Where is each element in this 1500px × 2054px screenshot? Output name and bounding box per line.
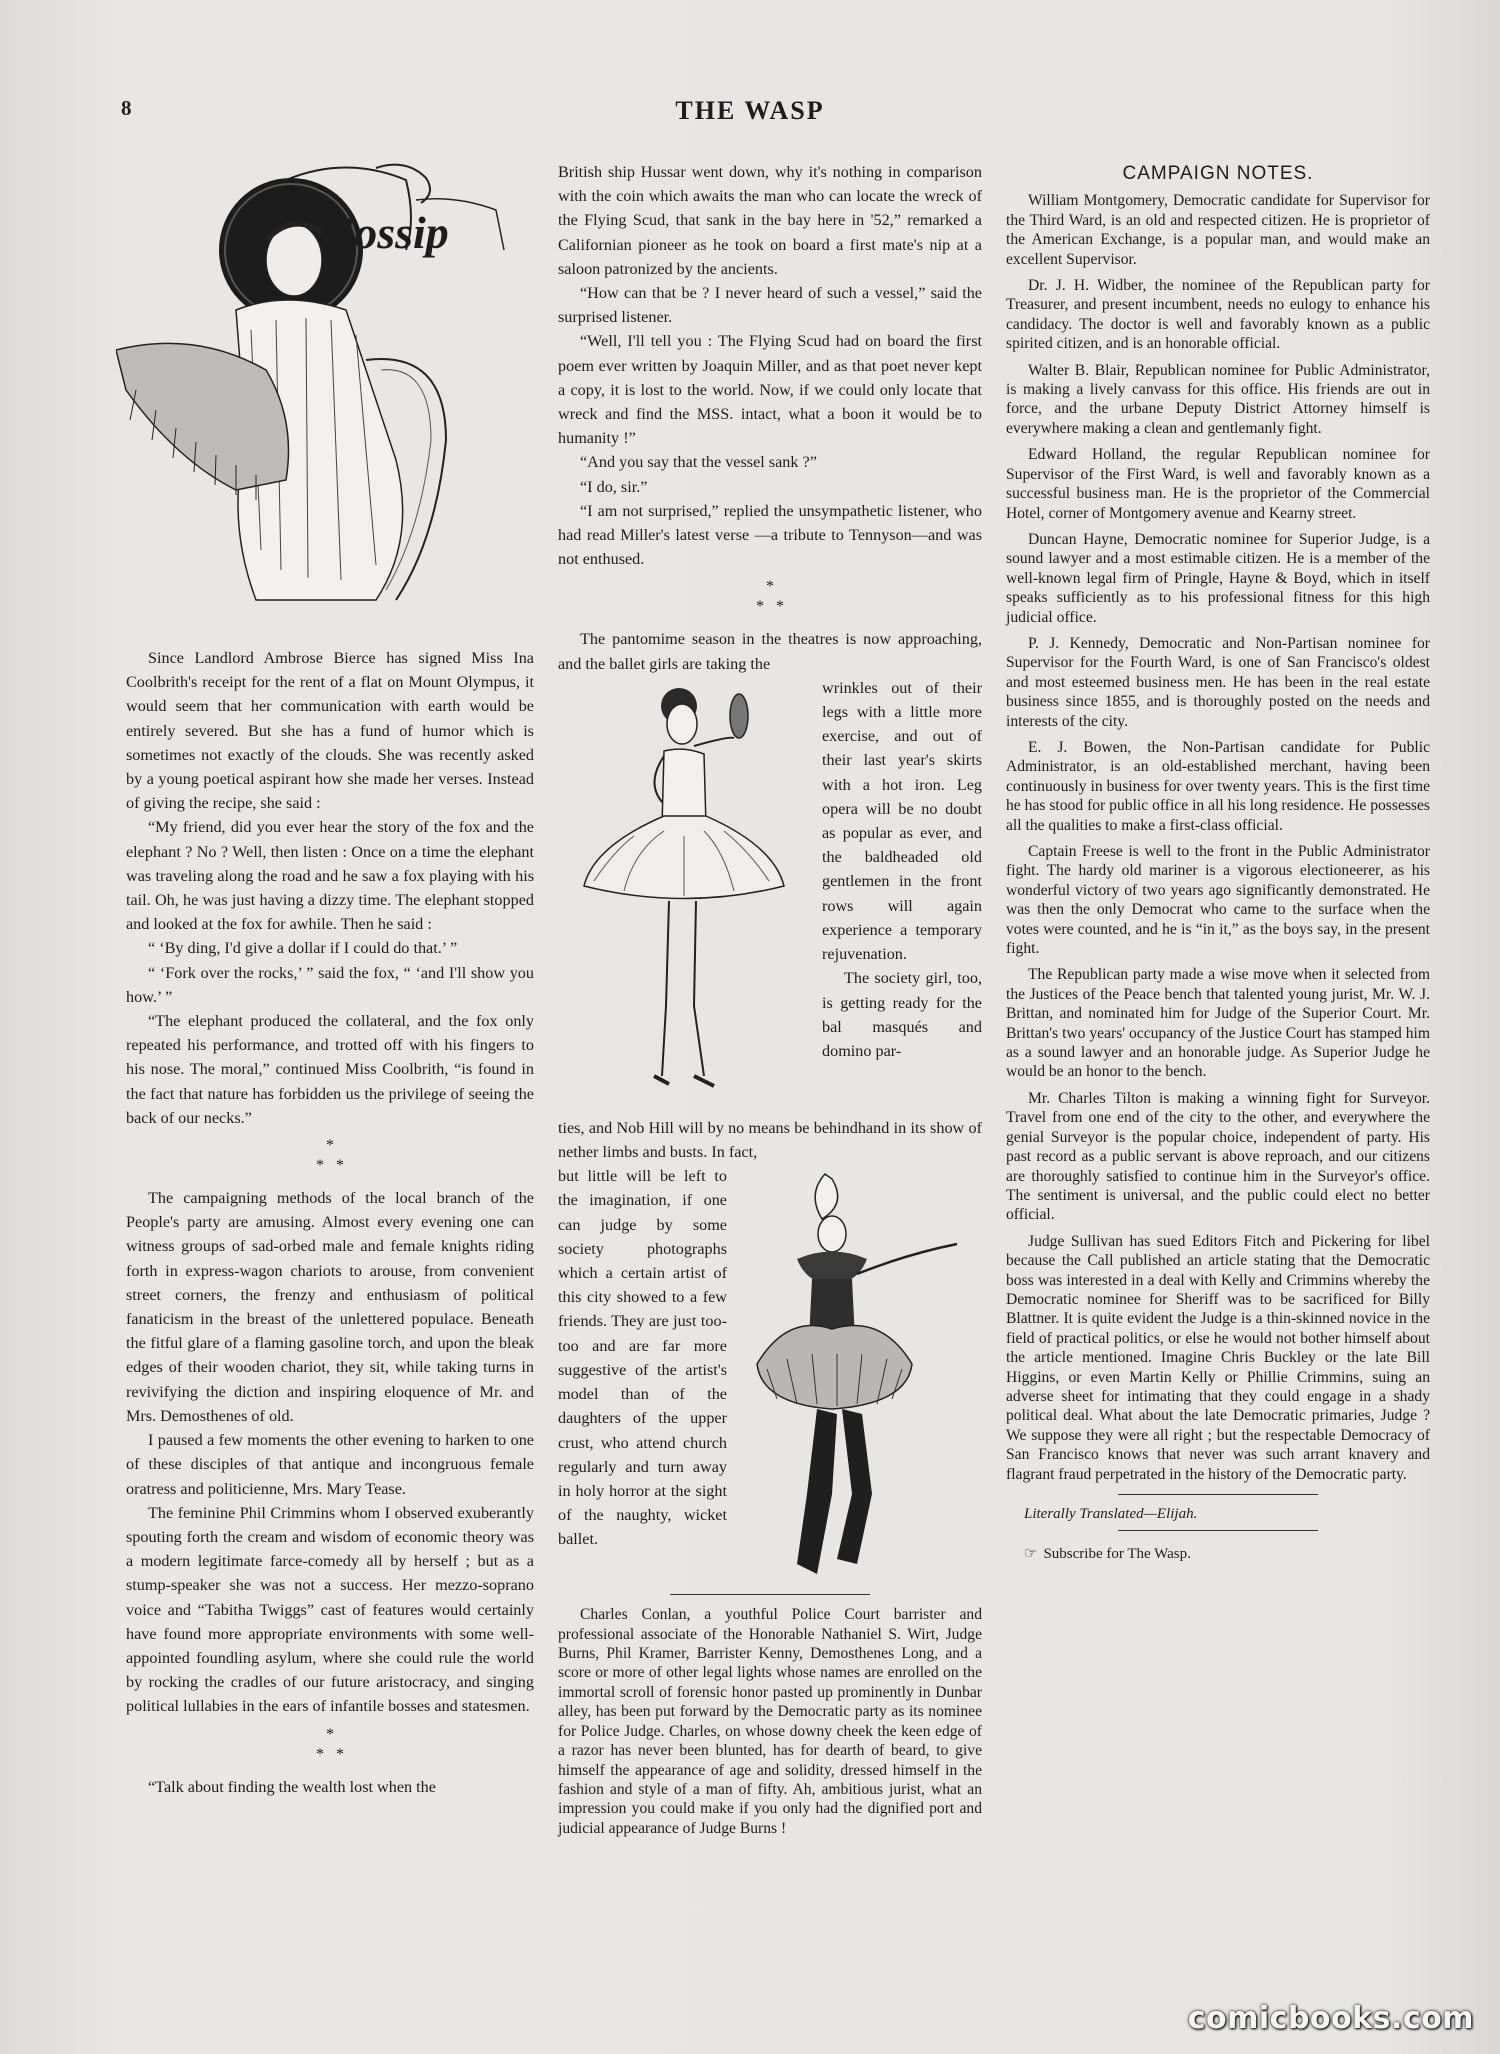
campaign-paragraph: Mr. Charles Tilton is making a winning fight for Surveyor. Travel from one end of the city to the other, and everywhere the genial Surveyor is the popular choice, independent of party. His past record as a public servant is above reproach, and our citizens are thoroughly satisfied to continue him in the Surveyor's office. The sentiment is universal, and the public could elect no better official. bbox=[1006, 1089, 1430, 1224]
imagination-narrow-text: but little will be left to the imagination, if one can judge by some society photographs which a certain artist of this city showed to a few friends. They are just too-too and are far more suggestive of the artist's model than of the daughters of the upper crust, who attend church regularly and turn away in holy horror at the sight of the naughty, wicket ballet. bbox=[558, 1167, 727, 1549]
gossip-paragraph: “The elephant produced the collateral, and the fox only repeated his performance, and trotted off with his fingers to his nose. The moral,” continued Miss Coolbrith, “is found in the fact that nature has forbidden us the privilege of seeing the back of our necks.” bbox=[126, 1012, 534, 1127]
pointing-hand-icon: ☞ bbox=[1024, 1546, 1038, 1563]
section-divider-rule bbox=[1118, 1530, 1318, 1531]
campaign-paragraph: E. J. Bowen, the Non-Partisan candidate for Public Administrator, is an old-established merchant, having been continuously in business for over twenty years. This is the first time he has stood for public office in all his long residence. He possesses all the qualities to make a first-class official. bbox=[1006, 738, 1430, 834]
ballet-narrow-text: wrinkles out of their legs with a little more exercise, and out of their last year's skirts with a hot iron. Leg opera will be no doubt as popular as ever, and the baldheaded old gentlemen in the front rows will again experience a temporary rejuvenation. bbox=[822, 678, 982, 964]
page-header bbox=[0, 96, 1500, 136]
gossip-woman-drawing bbox=[116, 160, 536, 630]
peoples-party-paragraphs bbox=[126, 1186, 534, 1718]
campaign-paragraph: P. J. Kennedy, Democratic and Non-Partisan nominee for Supervisor for the Fourth Ward, is one of San Francisco's oldest and most esteemed business men. He has been in the real estate business since 1855, and is thoroughly posted on the needs and interests of the city. bbox=[1006, 634, 1430, 730]
campaign-paragraph: Walter B. Blair, Republican nominee for Public Administrator, is making a lively canvass for this office. His friends are out in force, and the urbane Deputy District Attorney himself is everywhere making a clean and gentlemanly fight. bbox=[1006, 361, 1430, 437]
section-divider-rule bbox=[670, 1594, 870, 1595]
ballet-intro: The pantomime season in the theatres is now approaching, and the ballet girls are taking the bbox=[558, 630, 982, 673]
watermark: comicbooks.com bbox=[1187, 2001, 1474, 2036]
middle-paragraph: “How can that be ? I never heard of such a vessel,” said the surprised listener. bbox=[558, 284, 982, 327]
gossip-paragraph: “ ‘By ding, I'd give a dollar if I could do that.’ ” bbox=[148, 939, 458, 958]
society-section bbox=[558, 1164, 982, 1584]
middle-paragraph: “Well, I'll tell you : The Flying Scud had on board the first poem ever written by Joaquin Miller, and as that poet never kept a copy, it is lost to the world. Now, if we could only locate that wreck and find the MSS. intact, what a boon it would be to humanity !” bbox=[558, 332, 982, 448]
section-divider-stars: * * * bbox=[756, 578, 784, 616]
campaign-paragraph: Edward Holland, the regular Republican nominee for Supervisor of the First Ward, is well and favorably known as a successful business man. He is the proprietor of the Commercial Hotel, corner of Montgomery avenue and Kearny street. bbox=[1006, 446, 1430, 522]
campaign-notes-column bbox=[1006, 160, 1430, 1565]
middle-column bbox=[558, 160, 982, 1838]
gossip-illustration bbox=[126, 160, 534, 630]
section-divider-stars: * * * bbox=[316, 1137, 344, 1175]
gossip-paragraph: I paused a few moments the other evening to harken to one of these disciples of that antique and incongruous female oratress and politicienne, Mrs. Mary Tease. bbox=[126, 1431, 534, 1498]
ballet-dancer-mirror-drawing bbox=[554, 676, 814, 1116]
campaign-paragraph: Duncan Hayne, Democratic nominee for Superior Judge, is a sound lawyer and a most estimable citizen. He is a member of the well-known legal firm of Pringle, Hayne & Boyd, which in itself speaks sufficiently as to his professional fitness for this high judicial office. bbox=[1006, 530, 1430, 626]
section-divider-rule bbox=[1118, 1494, 1318, 1495]
society-dancer-illustration bbox=[737, 1164, 982, 1584]
gossip-paragraph: The feminine Phil Crimmins whom I observed exuberantly spouting forth the cream and wisdom of economic theory was a modern legitimate farce-comedy all by herself ; but as a stump-speaker she was not a success. Her mezzo-soprano voice and “Tabitha Twiggs” cast of features would certainly have found more appropriate environments with some well-appointed foundling asylum, where she could rule the world by rocking the cradles of our future aristocracy, and singing political lullabies in the ears of infantile bosses and statesmen. bbox=[126, 1503, 534, 1716]
gossip-paragraph: “My friend, did you ever hear the story of the fox and the elephant ? No ? Well, then listen : Once on a time the elephant was traveling along the road and he saw a fox playing with his tail. Oh, he was just having a dizzy time. The elephant stopped and looked at the fox for awhile. Then he said : bbox=[126, 818, 534, 934]
gossip-paragraphs bbox=[126, 646, 534, 1130]
section-divider-stars: * * * bbox=[316, 1725, 344, 1763]
campaign-paragraph: The Republican party made a wise move when it selected from the Justices of the Peace bench that talented young jurist, Mr. W. J. Brittan, and nominated him for Judge of the Superior Court. Mr. Brittan's two years' occupancy of the Justice Court has stamped him as a sound lawyer and an honorable judge. As Superior Judge he would be an honor to the bench. bbox=[1006, 966, 1430, 1081]
campaign-paragraph: Captain Freese is well to the front in the Public Administrator fight. The hardy old mariner is a vigorous electioneerer, as his wonderful victory of two years ago significantly demonstrated. He was then the only Democrat who came to the surface when the votes were counted, and he is “in it,” as the boys say, in the present fight. bbox=[1006, 843, 1430, 958]
page-number: 8 bbox=[121, 96, 132, 120]
ballet-dancer-illustration bbox=[554, 676, 814, 1116]
campaign-paragraph: Dr. J. H. Widber, the nominee of the Republican party for Treasurer, and present incumbent, needs no eulogy to enhance his candidacy. The doctor is well and favorably known as a public spirited citizen, and is an honorable official. bbox=[1006, 277, 1430, 353]
subscribe-text: Subscribe for The Wasp. bbox=[1043, 1546, 1191, 1563]
gossip-title-lettering: Gossip bbox=[321, 207, 449, 258]
ballet-dancer-pointing-drawing bbox=[737, 1164, 982, 1584]
middle-paragraph: “I do, sir.” bbox=[580, 477, 648, 496]
gossip-paragraph: “ ‘Fork over the rocks,’ ” said the fox, “ ‘and I'll show you how.’ ” bbox=[126, 963, 534, 1006]
signature-line: Literally Translated—Elijah. bbox=[1024, 1506, 1198, 1522]
gossip-paragraph: Since Landlord Ambrose Bierce has signed Miss Ina Coolbrith's receipt for the rent of a flat on Mount Olympus, it would seem that her communication with earth would be entirely severed. But she has a fund of humor which is sometimes not exactly of the clouds. She was recently asked by a young poetical aspirant how she made her verses. Instead of giving the recipe, she said : bbox=[126, 649, 534, 813]
campaign-paragraph: William Montgomery, Democratic candidate for Supervisor for the Third Ward, is an old and respected citizen. He is proprietor of the American Exchange, is a popular man, and would make an excellent Supervisor. bbox=[1006, 192, 1430, 268]
gossip-paragraph: The campaigning methods of the local branch of the People's party are amusing. Almost every evening one can witness groups of sad-orbed male and female knights riding forth in express-wagon chariots to arouse, from convenient street corners, the frenzy and enthusiasm of political fanaticism in the breast of the unlettered populace. Beneath the fitful glare of a flaming gasoline torch, and upon the bleak edges of their wooden chariot, they sit, while taking turns in revivifying the diction and inspiring eloquence of Mr. and Mrs. Demosthenes of old. bbox=[126, 1189, 534, 1425]
middle-paragraph: “I am not surprised,” replied the unsympathetic listener, who had read Miller's latest verse —a tribute to Tennyson—and was not enthused. bbox=[558, 501, 982, 569]
middle-paragraph: British ship Hussar went down, why it's nothing in comparison with the coin which awaits the man who can locate the wreck of the Flying Scud, that sank in the bay here in '52,” remarked a Californian pioneer as he took on board a first mate's nip at a saloon patronized by the ancients. bbox=[558, 163, 982, 278]
society-full-text: ties, and Nob Hill will by no means be behindhand in its show of nether limbs and busts. In fact, bbox=[558, 1118, 982, 1162]
masthead: THE WASP bbox=[675, 96, 825, 125]
middle-paragraph: “And you say that the vessel sank ?” bbox=[580, 453, 817, 472]
campaign-notes-title: CAMPAIGN NOTES. bbox=[1122, 163, 1314, 184]
campaign-paragraph: Judge Sullivan has sued Editors Fitch and Pickering for libel because the Call published an article stating that the Democratic boss was interested in a deal with Kelly and Crimmins whereby the Democratic nominee for Sheriff was to be sacrificed for Billy Blattner. It is quite evident the Judge is a thin-skinned novice in the field of practical politics, or else he would not bother himself about the article mentioned. Imagine Chris Buckley or the late Bill Higgins, or even Martin Kelly or Phillie Crimmins, suing an adverse sheet for intimating that they could engage in a shady political deal. What about the late Democratic primaries, Judge ? We suppose they were all right ; but the respectable Democracy of San Francisco knows that never was such arrant knavery and flagrant fraud perpetrated in the history of the Democratic party. bbox=[1006, 1232, 1430, 1483]
gossip-column bbox=[126, 160, 534, 1799]
conlan-paragraph: Charles Conlan, a youthful Police Court barrister and professional associate of the Honorable Nathaniel S. Wirt, Judge Burns, Phil Kramer, Barrister Kenny, Demosthenes Long, and a score or more of other legal lights whose names are enrolled on the immortal scroll of forensic honor pasted up prominently in Dunbar alley, has been put forward by the Democratic party as its nominee for Police Judge. Charles, on whose downy cheek the keen edge of a razor has never been blunted, has for dearth of beard, to give himself the appearance of age and solidity, dressed himself in the fashion and style of a man of fifty. Ah, ambitious jurist, what an impression you could make if you only had the dignified port and judicial appearance of Judge Burns ! bbox=[558, 1606, 982, 1837]
subscribe-notice bbox=[1006, 1545, 1430, 1564]
society-narrow-text: The society girl, too, is getting ready for the bal masqués and domino par- bbox=[822, 969, 982, 1060]
ballet-section bbox=[558, 676, 982, 1116]
gossip-paragraph: “Talk about finding the wealth lost when the bbox=[148, 1777, 436, 1796]
